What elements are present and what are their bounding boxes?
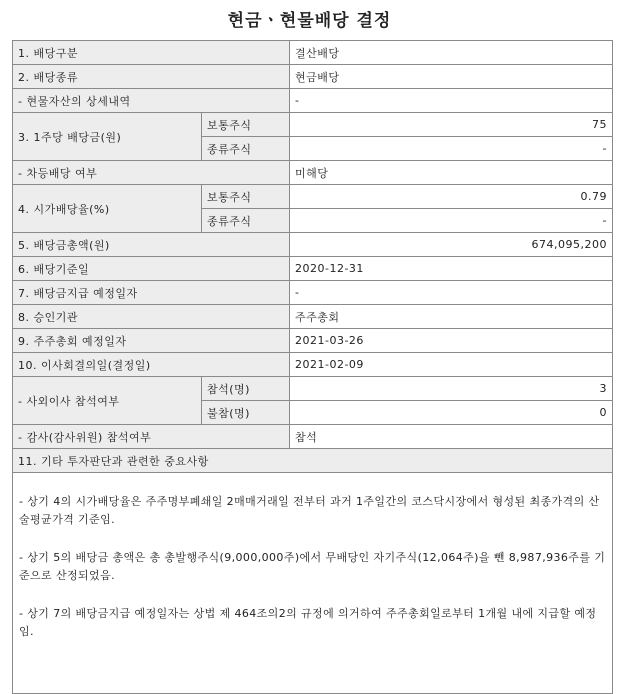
note-paragraph: - 상기 4의 시가배당율은 주주명부폐쇄일 2매매거래일 전부터 과거 1주일간의 코스닥시장에서 형성된 최종가격의 산술평균가격 기준임. [19, 495, 600, 526]
table-row [13, 473, 613, 694]
row-value: - [290, 137, 613, 161]
row-label: 9. 주주총회 예정일자 [13, 329, 290, 353]
table-row [13, 185, 613, 209]
row-label: 10. 이사회결의일(결정일) [13, 353, 290, 377]
sub-label: 불참(명) [202, 401, 290, 425]
row-value: 결산배당 [290, 41, 613, 65]
row-label: 4. 시가배당율(%) [13, 185, 202, 233]
table-row [13, 353, 613, 377]
row-label: 7. 배당금지급 예정일자 [13, 281, 290, 305]
row-value: 0 [290, 401, 613, 425]
table-row [13, 233, 613, 257]
table-row [13, 89, 613, 113]
row-label: 1. 배당구분 [13, 41, 290, 65]
table-row [13, 425, 613, 449]
table-row [13, 257, 613, 281]
row-label: 5. 배당금총액(원) [13, 233, 290, 257]
row-label: - 사외이사 참석여부 [13, 377, 202, 425]
table-row [13, 65, 613, 89]
sub-label: 참석(명) [202, 377, 290, 401]
row-value: - [290, 281, 613, 305]
row-value: 2021-02-09 [290, 353, 613, 377]
note-paragraph: - 상기 7의 배당금지급 예정일자는 상법 제 464조의2의 규정에 의거하여 주주총회일로부터 1개월 내에 지급할 예정임. [19, 607, 597, 638]
row-value: - [290, 209, 613, 233]
row-label: 8. 승인기관 [13, 305, 290, 329]
sub-label: 보통주식 [202, 113, 290, 137]
row-value: 3 [290, 377, 613, 401]
row-value: 2021-03-26 [290, 329, 613, 353]
row-value: 현금배당 [290, 65, 613, 89]
table-row [13, 305, 613, 329]
page-title: 현금ㆍ현물배당 결정 [227, 11, 392, 31]
row-label: 6. 배당기준일 [13, 257, 290, 281]
table-row [13, 377, 613, 401]
row-value: - [290, 89, 613, 113]
row-value: 주주총회 [290, 305, 613, 329]
table-row [13, 329, 613, 353]
table-row [13, 281, 613, 305]
row-label: 3. 1주당 배당금(원) [13, 113, 202, 161]
table-row [13, 161, 613, 185]
row-value: 0.79 [290, 185, 613, 209]
sub-label: 종류주식 [202, 137, 290, 161]
row-value: 75 [290, 113, 613, 137]
table-row [13, 41, 613, 65]
row-value: 참석 [290, 425, 613, 449]
notes-cell [13, 473, 613, 694]
sub-label: 종류주식 [202, 209, 290, 233]
row-value: 미해당 [290, 161, 613, 185]
table-row [13, 113, 613, 137]
row-value: 674,095,200 [290, 233, 613, 257]
sub-label: 보통주식 [202, 185, 290, 209]
row-label: - 차등배당 여부 [13, 161, 290, 185]
row-label: 2. 배당종류 [13, 65, 290, 89]
table-row [13, 449, 613, 473]
row-label: - 현물자산의 상세내역 [13, 89, 290, 113]
row-label: - 감사(감사위원) 참석여부 [13, 425, 290, 449]
note-paragraph: - 상기 5의 배당금 총액은 총 총발행주식(9,000,000주)에서 무배당인 자기주식(12,064주)을 뺀 8,987,936주를 기준으로 산정되었음. [19, 551, 606, 582]
dividend-table [12, 40, 613, 694]
section-heading: 11. 기타 투자판단과 관련한 중요사항 [13, 449, 613, 473]
row-value: 2020-12-31 [290, 257, 613, 281]
